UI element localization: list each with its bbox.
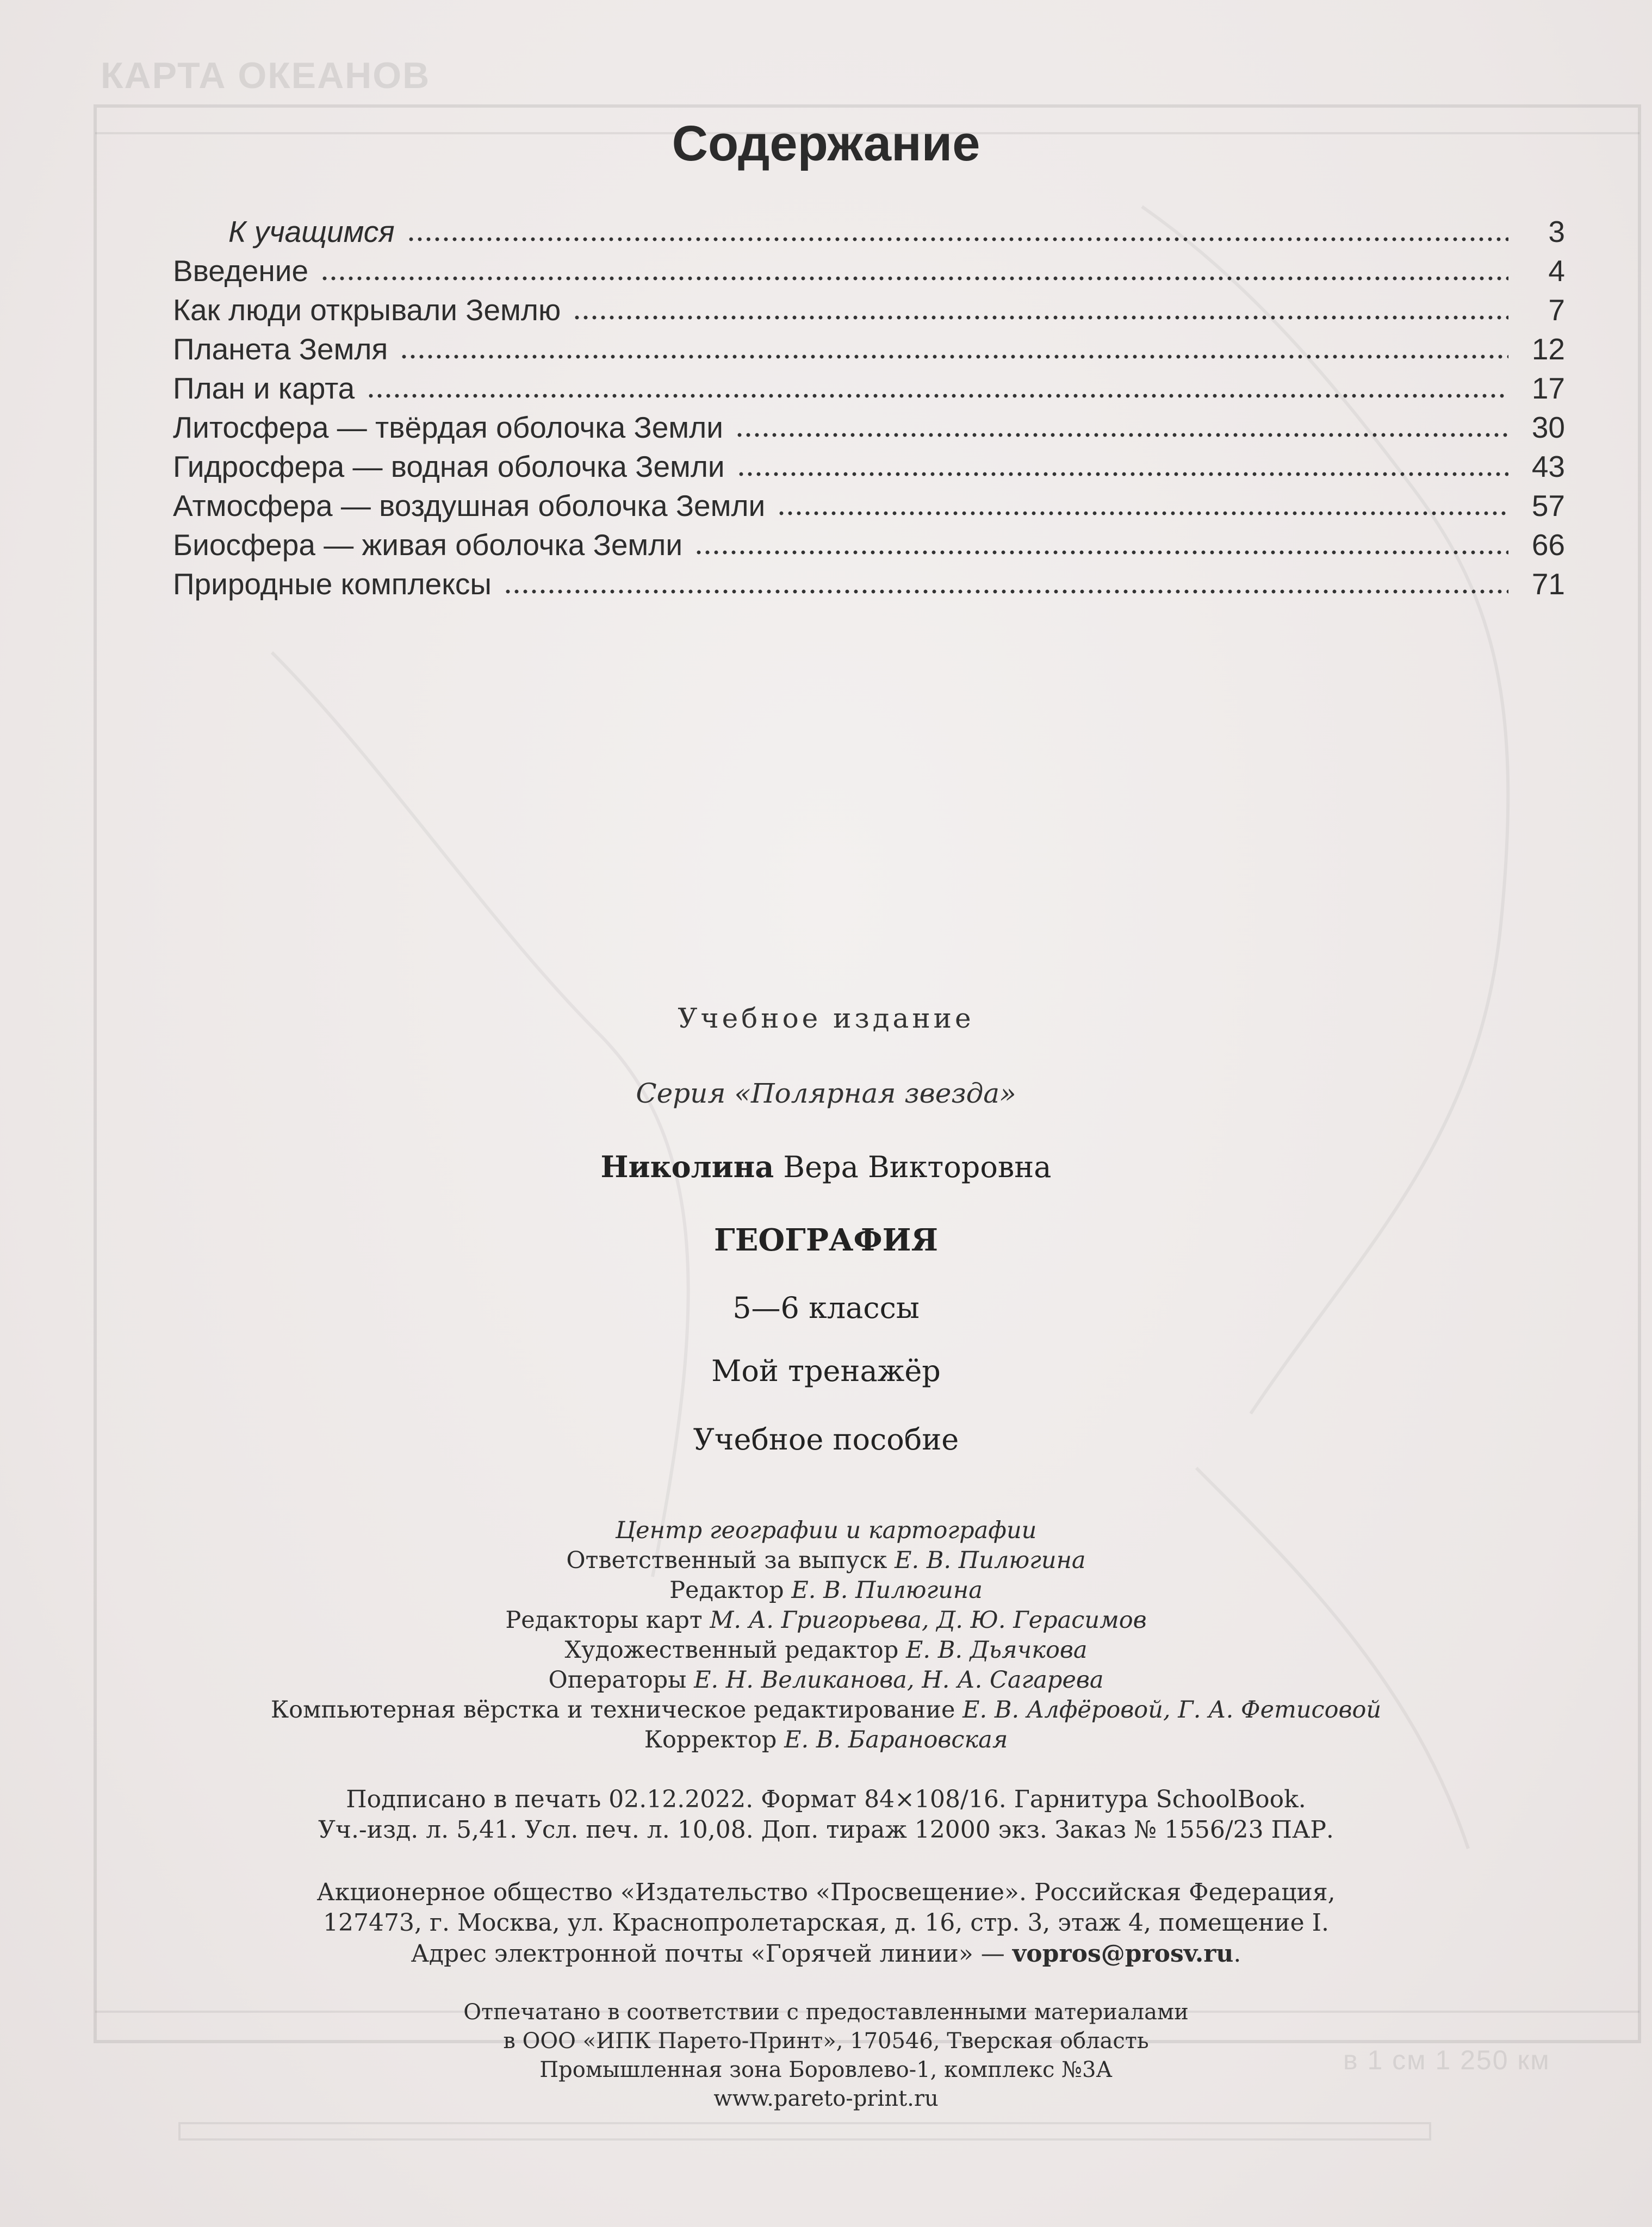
- toc-item-label: Литосфера — твёрдая оболочка Земли: [173, 410, 723, 444]
- series-name: Серия «Полярная звезда»: [636, 1078, 1016, 1109]
- toc-item-page: 7: [1548, 293, 1565, 327]
- credit-line: [0, 1606, 1652, 1635]
- toc-item-page: 57: [1531, 489, 1565, 522]
- toc-leader-dots: [320, 251, 1508, 281]
- credit-line: [0, 1635, 1652, 1665]
- print-info-line: Уч.-изд. л. 5,41. Усл. печ. л. 10,08. Доп. тираж 12000 экз. Заказ № 1556/23 ПАР.: [318, 1816, 1334, 1844]
- toc-item-label: Природные комплексы: [173, 567, 492, 601]
- toc-item-label: Как люди открывали Землю: [173, 293, 561, 327]
- toc-item-label: Атмосфера — воздушная оболочка Земли: [173, 489, 766, 522]
- toc-leader-dots: [694, 525, 1508, 555]
- book-grades: 5—6 классы: [732, 1291, 920, 1325]
- toc-item-page: 12: [1531, 332, 1565, 366]
- edition-type: Учебное издание: [678, 1003, 974, 1034]
- credit-line: [0, 1546, 1652, 1576]
- credit-names: Е. В. Пилюгина: [791, 1577, 983, 1604]
- author-given-names: Вера Викторовна: [783, 1150, 1052, 1184]
- credit-role: Корректор: [644, 1726, 777, 1753]
- credit-line: [0, 1576, 1652, 1606]
- credit-role: Редактор: [669, 1577, 784, 1604]
- publisher-line: Акционерное общество «Издательство «Просвещение». Российская Федерация,: [316, 1878, 1336, 1906]
- printer-website: www.pareto-print.ru: [713, 2086, 939, 2111]
- show-through-scale: в 1 см 1 250 км: [1343, 2045, 1550, 2075]
- credit-line: [0, 1725, 1652, 1755]
- book-kind: Учебное пособие: [693, 1422, 959, 1457]
- toc-item-page: 4: [1548, 254, 1565, 288]
- publisher-line: 127473, г. Москва, ул. Краснопролетарская, д. 16, стр. 3, этаж 4, помещение I.: [323, 1909, 1329, 1937]
- toc-leader-dots: [573, 290, 1508, 320]
- toc-item-label: Гидросфера — водная оболочка Земли: [173, 450, 725, 483]
- book-subtitle: Мой тренажёр: [711, 1354, 941, 1388]
- credits-block: [0, 1516, 1652, 1755]
- print-info: [0, 1784, 1652, 1845]
- publisher-address: [0, 1877, 1652, 1938]
- toc-item-page: 71: [1531, 567, 1565, 601]
- credit-names: Е. В. Пилюгина: [895, 1547, 1086, 1574]
- toc-item: [173, 447, 1565, 486]
- credit-role: Редакторы карт: [505, 1607, 703, 1634]
- hotline-email: [0, 1939, 1652, 1969]
- hotline-email-suffix: .: [1233, 1940, 1241, 1968]
- toc-item: [173, 486, 1565, 525]
- toc-item-label: Биосфера — живая оболочка Земли: [173, 528, 683, 562]
- toc-item: [173, 369, 1565, 408]
- print-info-line: Подписано в печать 02.12.2022. Формат 84×108/16. Гарнитура SchoolBook.: [346, 1786, 1306, 1813]
- toc-item-page: 3: [1548, 215, 1565, 248]
- hotline-email-prefix: Адрес электронной почты «Горячей линии» —: [411, 1940, 1013, 1968]
- toc-leader-dots: [735, 408, 1508, 438]
- credit-role: Художественный редактор: [564, 1637, 899, 1664]
- toc-item-label: План и карта: [173, 371, 355, 405]
- toc-item-label: Планета Земля: [173, 332, 388, 366]
- toc-item-page: 17: [1531, 371, 1565, 405]
- credit-role: Ответственный за выпуск: [566, 1547, 887, 1574]
- printer-info: [0, 1998, 1652, 2113]
- toc-item-page: 43: [1531, 450, 1565, 483]
- hotline-email-address: vopros@prosv.ru: [1012, 1940, 1234, 1968]
- show-through-map-title: КАРТА ОКЕАНОВ: [101, 55, 431, 96]
- printer-line: Отпечатано в соответствии с предоставленными материалами: [463, 2000, 1189, 2025]
- credit-names: М. А. Григорьева, Д. Ю. Герасимов: [710, 1607, 1147, 1634]
- toc-leader-dots: [400, 329, 1508, 359]
- toc-item-label: К учащимся: [228, 215, 395, 248]
- credit-names: Е. Н. Великанова, Н. А. Сагарева: [694, 1666, 1104, 1694]
- credit-role: Операторы: [548, 1666, 687, 1694]
- toc-leader-dots: [367, 369, 1508, 399]
- credit-names: Е. В. Дьячкова: [906, 1637, 1088, 1664]
- credit-line: [0, 1665, 1652, 1695]
- author-surname: Николина: [600, 1149, 774, 1184]
- toc-item: [173, 329, 1565, 369]
- printer-line: в ООО «ИПК Парето-Принт», 170546, Тверская область: [503, 2029, 1149, 2054]
- author: [0, 1149, 1652, 1184]
- credit-role: Компьютерная вёрстка и техническое редактирование: [270, 1696, 955, 1724]
- toc-item: [173, 290, 1565, 329]
- printer-line: Промышленная зона Боровлево-1, комплекс №3А: [539, 2057, 1113, 2082]
- toc-item: [173, 251, 1565, 290]
- toc-item: [173, 212, 1565, 251]
- toc-leader-dots: [777, 486, 1508, 516]
- toc-leader-dots: [737, 447, 1508, 477]
- toc-list: [173, 212, 1565, 604]
- toc-item-label: Введение: [173, 254, 309, 288]
- credit-line: [0, 1695, 1652, 1725]
- toc-item: [173, 525, 1565, 564]
- credit-names: Е. В. Алфёровой, Г. А. Фетисовой: [962, 1696, 1382, 1724]
- toc-item: [173, 408, 1565, 447]
- toc-item: [173, 564, 1565, 604]
- toc-leader-dots: [407, 212, 1508, 242]
- toc-title: Содержание: [672, 116, 980, 171]
- toc-item-page: 66: [1531, 528, 1565, 562]
- credit-line: [0, 1516, 1652, 1546]
- toc-item-page: 30: [1531, 410, 1565, 444]
- credit-names: Е. В. Барановская: [784, 1726, 1008, 1753]
- toc-leader-dots: [504, 564, 1508, 594]
- credit-org: Центр географии и картографии: [615, 1517, 1037, 1544]
- book-title: ГЕОГРАФИЯ: [714, 1222, 938, 1258]
